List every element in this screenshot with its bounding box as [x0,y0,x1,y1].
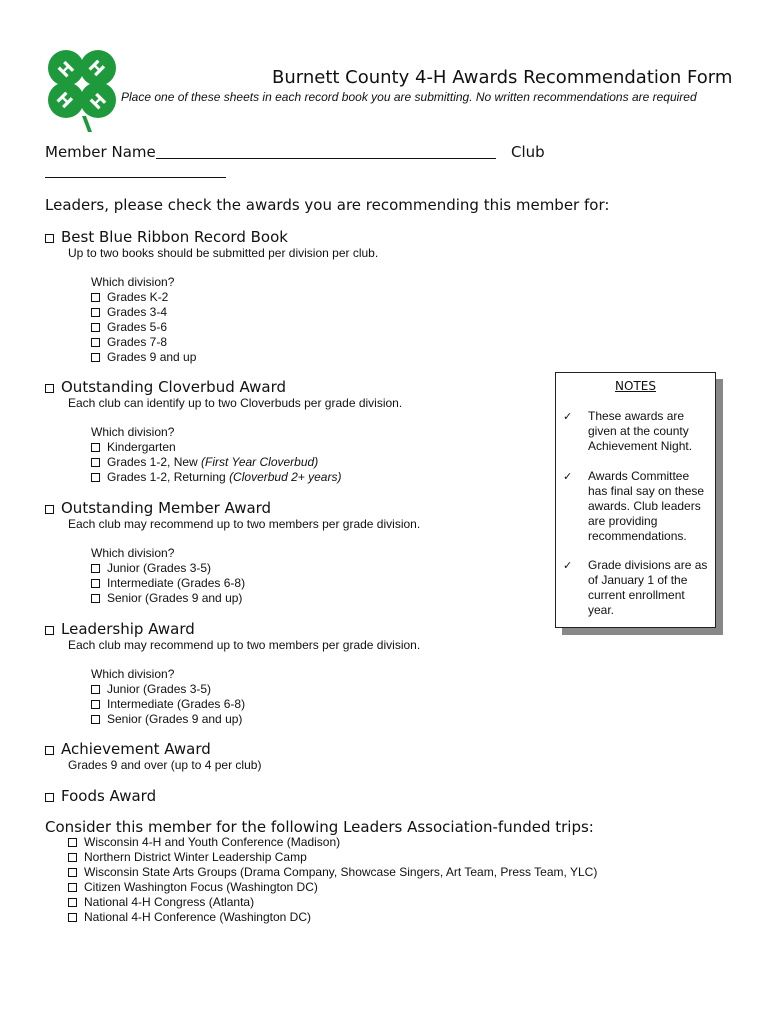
trip-option[interactable]: National 4-H Conference (Washington DC) [68,910,597,925]
checkbox[interactable] [91,715,100,724]
award-description: Each club can identify up to two Cloverbuds per grade division. [68,396,403,410]
award-outstanding-member [45,499,271,517]
checkmark-icon: ✓ [563,410,573,423]
svg-text:H: H [54,57,79,83]
division-option[interactable]: Grades 3-4 [91,305,196,320]
trip-option[interactable]: Northern District Winter Leadership Camp [68,850,597,865]
checkbox[interactable] [91,458,100,467]
division-option[interactable]: Senior (Grades 9 and up) [91,712,245,727]
award-checkbox[interactable] [45,793,54,802]
checkbox[interactable] [68,913,77,922]
checkbox[interactable] [91,685,100,694]
division-option[interactable]: Grades 7-8 [91,335,196,350]
checkbox[interactable] [91,594,100,603]
award-title: Best Blue Ribbon Record Book [61,228,288,246]
form-subtitle: Place one of these sheets in each record book you are submitting. No written recommendations are required [121,90,697,104]
checkbox[interactable] [91,579,100,588]
award-title: Outstanding Cloverbud Award [61,378,287,396]
club-label: Club [511,143,545,161]
checkbox[interactable] [91,308,100,317]
award-foods [45,787,156,805]
division-option[interactable]: Senior (Grades 9 and up) [91,591,245,606]
award-record-book [45,228,288,246]
award-title: Leadership Award [61,620,195,638]
svg-text:H: H [86,89,111,115]
division-list [91,275,196,365]
award-description: Grades 9 and over (up to 4 per club) [68,758,262,772]
checkbox[interactable] [91,564,100,573]
trip-option[interactable]: Wisconsin 4-H and Youth Conference (Madison) [68,835,597,850]
division-option[interactable]: Intermediate (Grades 6-8) [91,697,245,712]
award-title: Foods Award [61,787,157,805]
division-option[interactable]: Junior (Grades 3-5) [91,682,245,697]
division-label: Which division? [91,275,175,289]
division-option[interactable]: Grades 9 and up [91,350,196,365]
trips-list [68,835,597,925]
division-label: Which division? [91,546,175,560]
award-cloverbud [45,378,286,396]
member-name-row [45,143,156,161]
division-option[interactable]: Grades 1-2, Returning (Cloverbud 2+ years) [91,470,341,485]
division-label: Which division? [91,667,175,681]
award-title: Outstanding Member Award [61,499,272,517]
svg-text:H: H [51,88,77,113]
division-option[interactable]: Intermediate (Grades 6-8) [91,576,245,591]
award-description: Up to two books should be submitted per division per club. [68,246,379,260]
award-checkbox[interactable] [45,505,54,514]
award-achievement [45,740,211,758]
checkbox[interactable] [91,293,100,302]
division-option[interactable]: Grades K-2 [91,290,196,305]
division-option[interactable]: Junior (Grades 3-5) [91,561,245,576]
division-option[interactable]: Kindergarten [91,440,341,455]
award-checkbox[interactable] [45,234,54,243]
4h-clover-logo [42,46,132,134]
trip-option[interactable]: Citizen Washington Focus (Washington DC) [68,880,597,895]
checkbox[interactable] [91,323,100,332]
checkbox[interactable] [68,838,77,847]
award-description: Each club may recommend up to two members per grade division. [68,638,421,652]
checkbox[interactable] [68,883,77,892]
trip-option[interactable]: Wisconsin State Arts Groups (Drama Company, Showcase Singers, Art Team, Press Team, YLC) [68,865,597,880]
division-option[interactable]: Grades 5-6 [91,320,196,335]
club-field[interactable] [45,177,226,178]
award-checkbox[interactable] [45,746,54,755]
checkbox[interactable] [68,853,77,862]
division-option[interactable]: Grades 1-2, New (First Year Cloverbud) [91,455,341,470]
form-title: Burnett County 4-H Awards Recommendation Form [272,67,733,88]
leaders-prompt: Leaders, please check the awards you are recommending this member for: [45,196,610,214]
award-checkbox[interactable] [45,384,54,393]
division-list [91,425,341,485]
award-description: Each club may recommend up to two members per grade division. [68,517,421,531]
checkbox[interactable] [91,353,100,362]
checkbox[interactable] [91,700,100,709]
checkbox[interactable] [91,443,100,452]
trip-option[interactable]: National 4-H Congress (Atlanta) [68,895,597,910]
checkbox[interactable] [91,338,100,347]
checkmark-icon: ✓ [563,559,573,572]
svg-text:H: H [83,56,109,81]
award-checkbox[interactable] [45,626,54,635]
award-title: Achievement Award [61,740,211,758]
trips-prompt: Consider this member for the following Leaders Association-funded trips: [45,818,594,836]
division-list [91,667,245,727]
award-leadership [45,620,195,638]
notes-box: NOTES ✓ These awards are given at the county Achievement Night. ✓ Awards Committee has final say on these awards. Club leaders are providing recommendations. ✓ Grade divisions are as of January 1 of the current enrollment year. [555,372,716,628]
notes-title: NOTES [615,379,656,393]
checkbox[interactable] [68,898,77,907]
member-name-field[interactable] [156,158,496,159]
division-label: Which division? [91,425,175,439]
division-list [91,546,245,606]
checkbox[interactable] [91,473,100,482]
checkmark-icon: ✓ [563,470,573,483]
checkbox[interactable] [68,868,77,877]
member-name-label: Member Name [45,143,156,161]
